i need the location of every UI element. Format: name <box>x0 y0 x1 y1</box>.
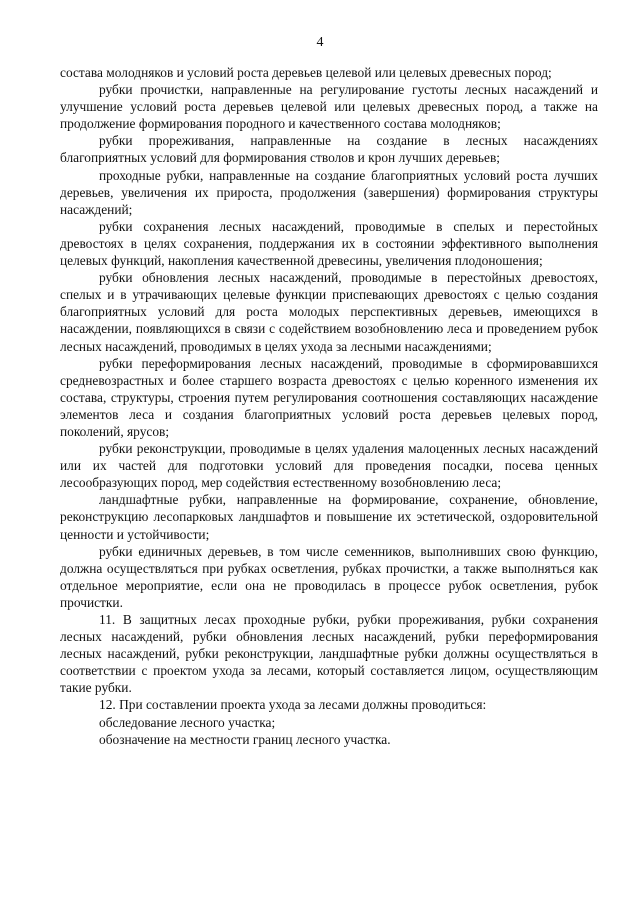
paragraph-reconstruction-cuts: рубки реконструкции, проводимые в целях удаления малоценных лесных насаждений или их частей для подготовки условий для проведения посадки, посева ценных лесообразующих пород, мер содействия естественному возобновлению леса; <box>60 441 598 491</box>
paragraph-renewal-cuts: рубки обновления лесных насаждений, проводимые в перестойных древостоях, спелых и в утрачивающих целевые функции приспевающих древостоях с целью создания благоприятных условий для роста молодых перспективных деревьев, имеющихся в насаждении, появляющихся в связи с содействием возобновлению леса и проведением рубок лесных насаждений, проводимых в целях ухода за лесными насаждениями; <box>60 270 598 354</box>
paragraph-continuation: состава молодняков и условий роста деревьев целевой или целевых древесных пород; <box>60 65 552 80</box>
paragraph-preservation-cuts: рубки сохранения лесных насаждений, проводимые в спелых и перестойных древостоях в целях сохранения, поддержания их в состоянии эффективного выполнения целевых функций, накопления качественной древесины, увеличения плодоношения; <box>60 218 598 269</box>
paragraph-item-12: 12. При составлении проекта ухода за лесами должны проводиться: <box>99 697 487 713</box>
document-body <box>60 64 598 748</box>
paragraph-landscape-cuts: ландшафтные рубки, направленные на формирование, сохранение, обновление, реконструкцию лесопарковых ландшафтов и повышение их эстетической, оздоровительной ценности и устойчивости; <box>60 492 598 542</box>
paragraph-survey: обследование лесного участка; <box>99 714 276 730</box>
paragraph-boundary-marking: обозначение на местности границ лесного участка. <box>99 731 391 747</box>
paragraph-passage-cuts: проходные рубки, направленные на создание благоприятных условий роста лучших деревьев, увеличения их прироста, продолжения (завершения) формирования структуры насаждений; <box>60 167 598 217</box>
paragraph-single-tree-cuts: рубки единичных деревьев, в том числе семенников, выполнивших свою функцию, должна осуществляться при рубках осветления, рубках прочистки, а также выполняться как отдельное мероприятие, если она не проводилась в процессе рубок осветления, рубок прочистки. <box>60 543 598 610</box>
paragraph-thinning-cuts: рубки прореживания, направленные на создание в лесных насаждениях благоприятных условий для формирования стволов и крон лучших деревьев; <box>60 133 598 166</box>
paragraph-item-11: 11. В защитных лесах проходные рубки, рубки прореживания, рубки сохранения лесных насаждений, рубки обновления лесных насаждений, рубки переформирования лесных насаждений, рубки реконструкции, ландшафтные рубки должны осуществляться в соответствии с проектом ухода за лесами, который составляется лицом, осуществляющим такие рубки. <box>60 612 598 696</box>
paragraph-reformation-cuts: рубки переформирования лесных насаждений, проводимые в сформировавшихся средневозрастных и более старшего возраста древостоях с целью коренного изменения их состава, структуры, строения путем регулирования соотношения составляющих насаждение элементов леса и создания благоприятных условий роста деревьев целевых пород, поколений, ярусов; <box>60 355 598 439</box>
paragraph-cleaning-cuts: рубки прочистки, направленные на регулирование густоты лесных насаждений и улучшение условий роста деревьев целевой или целевых древесных пород, а также на продолжение формирования породного и качественного состава молодняков; <box>60 82 598 132</box>
page-number: 4 <box>316 35 324 50</box>
